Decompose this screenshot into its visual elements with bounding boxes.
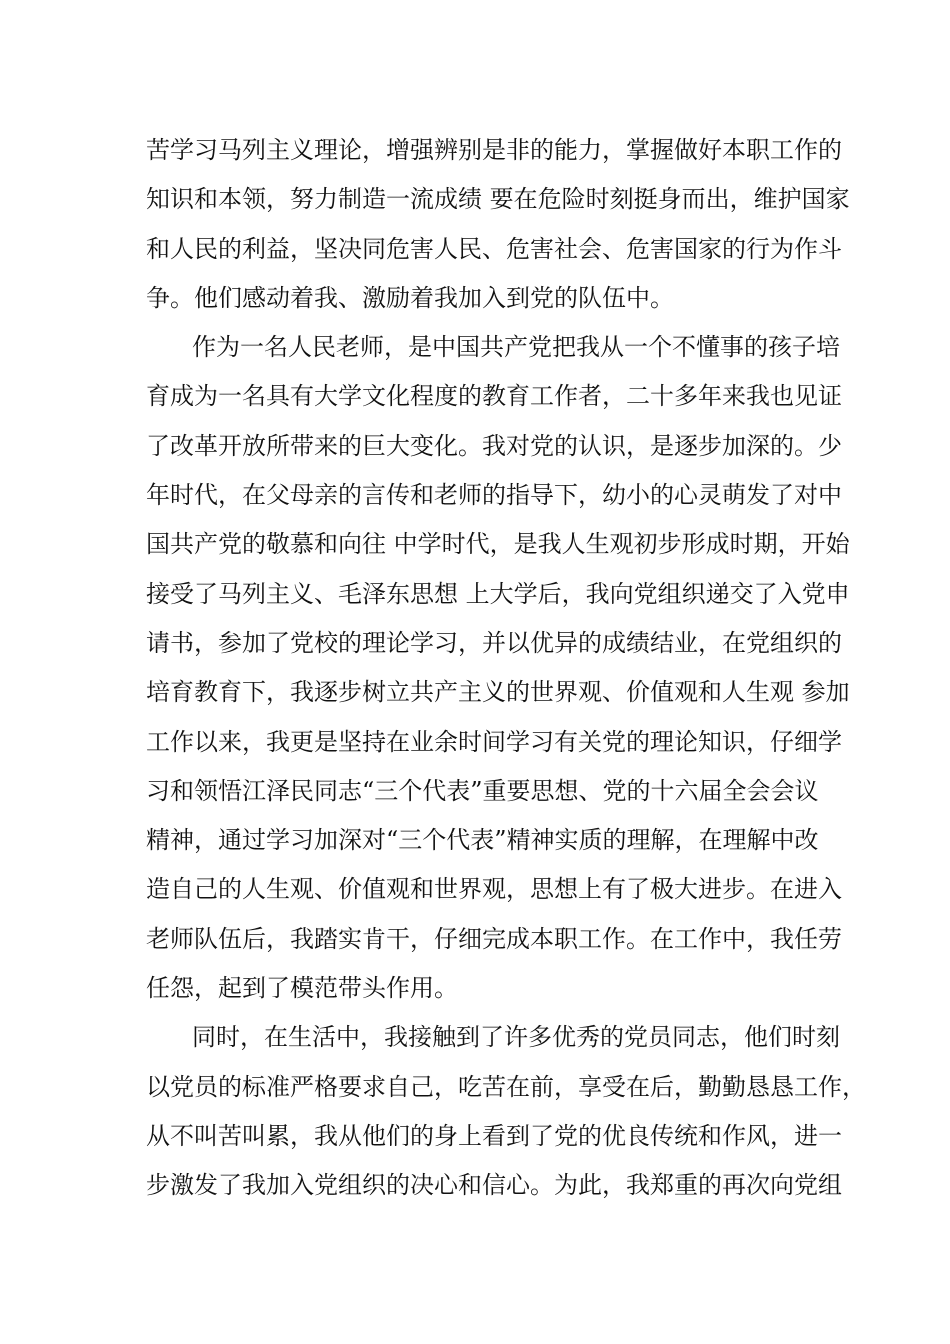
text-line: 知识和本领，努力制造一流成绩 要在危险时刻挺身而出，维护国家 [146, 185, 850, 214]
text-line: 作为一名人民老师，是中国共产党把我从一个不懂事的孩子培 [192, 333, 840, 362]
text-line: 接受了马列主义、毛泽东思想 上大学后，我向党组织递交了入党申 [146, 579, 850, 608]
text-line: 育成为一名具有大学文化程度的教育工作者，二十多年来我也见证 [146, 382, 842, 411]
text-line: 年时代，在父母亲的言传和老师的指导下，幼小的心灵萌发了对中 [146, 481, 842, 510]
text-line: 了改革开放所带来的巨大变化。我对党的认识，是逐步加深的。少 [146, 431, 842, 460]
text-line: 任怨，起到了模范带头作用。 [146, 974, 458, 1003]
text-line: 国共产党的敬慕和向往 中学时代，是我人生观初步形成时期，开始 [146, 530, 850, 559]
text-line: 习和领悟江泽民同志“三个代表”重要思想、党的十六届全会会议 [146, 776, 819, 805]
text-line: 工作以来，我更是坚持在业余时间学习有关党的理论知识，仔细学 [146, 727, 842, 756]
text-line: 精神，通过学习加深对“三个代表”精神实质的理解，在理解中改 [146, 826, 819, 855]
text-line: 从不叫苦叫累，我从他们的身上看到了党的优良传统和作风，进一 [146, 1121, 842, 1150]
text-line: 和人民的利益，坚决同危害人民、危害社会、危害国家的行为作斗 [146, 234, 842, 263]
text-line: 同时，在生活中，我接触到了许多优秀的党员同志，他们时刻 [192, 1023, 840, 1052]
text-line: 培育教育下，我逐步树立共产主义的世界观、价值观和人生观 参加 [146, 678, 850, 707]
text-line: 请书，参加了党校的理论学习，并以优异的成绩结业，在党组织的 [146, 628, 842, 657]
text-line: 苦学习马列主义理论，增强辨别是非的能力，掌握做好本职工作的 [146, 136, 842, 164]
text-line: 以党员的标准严格要求自己，吃苦在前，享受在后，勤勤恳恳工作， [146, 1072, 866, 1101]
text-line: 争。他们感动着我、激励着我加入到党的队伍中。 [146, 283, 674, 312]
text-line: 步激发了我加入党组织的决心和信心。为此，我郑重的再次向党组 [146, 1171, 842, 1200]
text-line: 老师队伍后，我踏实肯干，仔细完成本职工作。在工作中，我任劳 [146, 924, 842, 953]
text-line: 造自己的人生观、价值观和世界观，思想上有了极大进步。在进入 [146, 875, 842, 904]
body-text [146, 126, 866, 1211]
